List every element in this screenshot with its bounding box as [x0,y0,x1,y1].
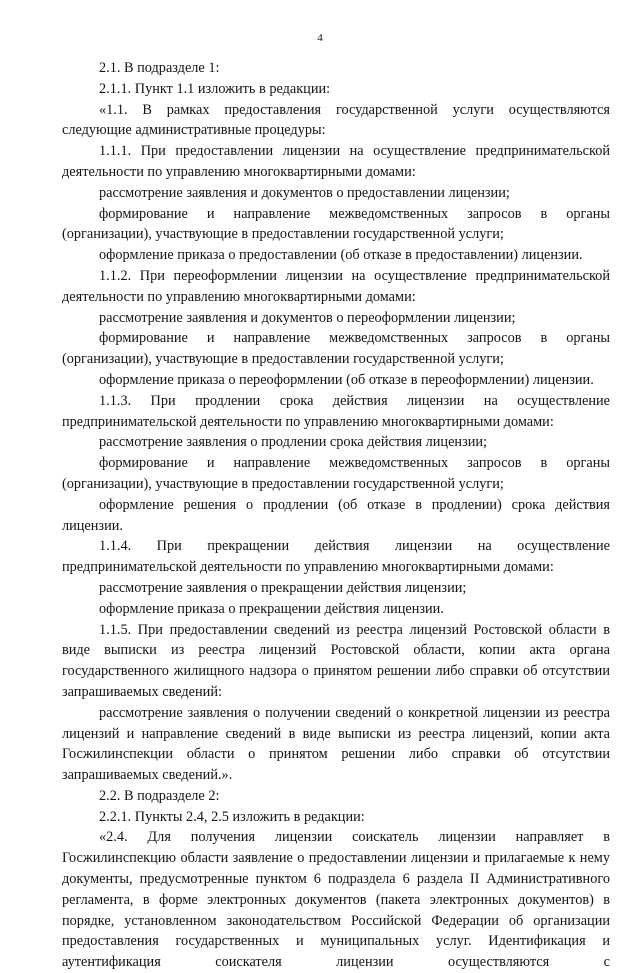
list-item: рассмотрение заявления о прекращении действия лицензии; [99,579,467,596]
section-heading: 2.1. В подразделе 1: [99,60,220,76]
paragraph: «1.1. В рамках предоставления государственной услуги осуществляются следующие административные процедуры: [62,101,610,139]
list-item: рассмотрение заявления о получении сведений о конкретной лицензии из реестра лицензий и направление сведений в виде выписки из реестра лицензий, копии акта Госжилинспекции области о принятом решении либо справки об отсутствии запрашиваемых сведений.». [62,704,610,784]
paragraph: 1.1.1. При предоставлении лицензии на осуществление предпринимательской деятельности по управлению многоквартирными домами: [62,143,610,180]
list-item: формирование и направление межведомственных запросов в органы (организации), участвующие в предоставлении государственной услуги; [62,330,610,368]
list-item: формирование и направление межведомственных запросов в органы (организации), участвующие в предоставлении государственной услуги; [62,455,610,492]
list-item: оформление приказа о прекращении действия лицензии. [99,600,444,617]
paragraph: 1.1.2. При переоформлении лицензии на осуществление предпринимательской деятельности по управлению многоквартирными домами: [62,267,610,305]
section-heading: 2.2. В подразделе 2: [99,787,220,804]
list-item: рассмотрение заявления и документов о переоформлении лицензии; [99,309,516,326]
list-item: рассмотрение заявления и документов о предоставлении лицензии; [99,184,510,201]
page-number: 4 [317,32,323,44]
list-item: оформление приказа о предоставлении (об отказе в предоставлении) лицензии. [99,247,583,264]
paragraph: 1.1.4. При прекращении действия лицензии на осуществление предпринимательской деятельности по управлению многоквартирными домами: [62,538,610,576]
paragraph: 1.1.5. При предоставлении сведений из реестра лицензий Ростовской области в виде выписки из реестра лицензий Ростовской области, копии акта органа государственного жилищного надзора о принятом решении либо справки об отсутствии запрашиваемых сведений: [62,621,610,700]
list-item: формирование и направление межведомственных запросов в органы (организации), участвующие в предоставлении государственной услуги; [62,205,610,243]
paragraph: 1.1.3. При продлении срока действия лицензии на осуществление предпринимательской деятельности по управлению многоквартирными домами: [62,392,610,430]
list-item: оформление решения о продлении (об отказе в продлении) срока действия лицензии. [62,496,610,534]
list-item: оформление приказа о переоформлении (об отказе в переоформлении) лицензии. [99,371,594,388]
list-item: рассмотрение заявления о продлении срока действия лицензии; [99,434,487,451]
subsection-heading: 2.1.1. Пункт 1.1 изложить в редакции: [99,80,331,97]
document-body [62,58,610,973]
paragraph: «2.4. Для получения лицензии соискатель лицензии направляет в Госжилинспекцию области заявление о предоставлении лицензии и прилагаемые к нему документы, предусмотренные пунктом 6 подраздела 6 раздела II Административного регламента, в форме электронных документов (пакета электронных документов) в порядке, установленном законодательством Российской Федерации об организации предоставления государственных и муниципальных услуг. Идентификация и аутентификация соискателя лицензии осуществляются с [62,829,610,971]
subsection-heading: 2.2.1. Пункты 2.4, 2.5 изложить в редакции: [99,808,365,825]
